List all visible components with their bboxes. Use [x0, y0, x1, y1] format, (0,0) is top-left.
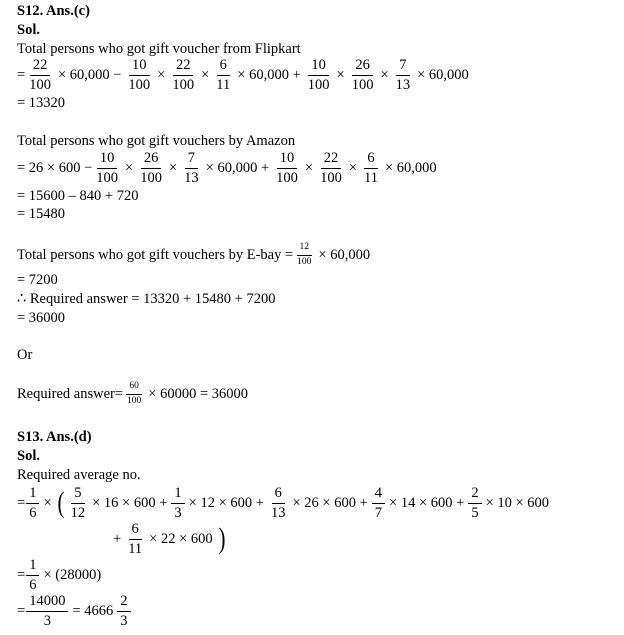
or-text: Or [17, 347, 33, 363]
fraction: $\frac{10}{100}$ [276, 150, 298, 186]
fraction: $\frac{7}{13}$ [184, 150, 199, 186]
amazon-step: = 15600 – 840 + 720 [17, 188, 139, 204]
amazon-expression: = 26 × 600 − $\frac{10}{100}$ × $\frac{26}{100}$ × $\frac{7}{13}$ × 60,000 + $\frac{10}{100}$ × $\frac{22}{100}$ × $\frac{6}{11}$ × 60,000 [17, 150, 437, 186]
fraction: $\frac{6}{11}$ [128, 521, 143, 557]
s13-sol: Sol. [17, 448, 40, 464]
fraction: $\frac{12}{100}$ [297, 242, 312, 267]
fraction: $\frac{6}{11}$ [364, 150, 378, 186]
fraction: $\frac{1}{6}$ [26, 486, 39, 520]
fraction: $\frac{10}{100}$ [307, 57, 330, 93]
fraction: $\frac{22}{100}$ [320, 150, 342, 186]
fraction: $\frac{2}{5}$ [468, 486, 481, 520]
fraction: $\frac{22}{100}$ [172, 57, 195, 93]
amazon-result: = 15480 [17, 206, 66, 222]
fraction: $\frac{60}{100}$ [127, 381, 142, 406]
amazon-label: Total persons who got gift vouchers by Amazon [17, 133, 296, 149]
alt-line: Required answer= $\frac{60}{100}$ × 60000 = 36000 [17, 381, 249, 406]
fraction: $\frac{2}{3}$ [117, 594, 130, 628]
flipkart-label: Total persons who got gift voucher from Flipkart [17, 41, 301, 57]
fraction: $\frac{4}{7}$ [372, 486, 385, 520]
fraction: $\frac{26}{100}$ [351, 57, 374, 93]
required-line: ∴ Required answer = 13320 + 15480 + 7200 [17, 291, 276, 307]
s13-heading: S13. Ans.(d) [17, 429, 92, 445]
fraction: $\frac{10}{100}$ [96, 150, 119, 186]
avg-label: Required average no. [17, 467, 141, 483]
flipkart-expression: = $\frac{22}{100}$ × 60,000 − $\frac{10}{100}$ × $\frac{22}{100}$ × $\frac{6}{11}$ × 60,000 + $\frac{10}{100}$ × $\frac{26}{100}$ × $\frac{7}{13}$ × 60,000 [17, 57, 469, 93]
fraction: $\frac{14000}{3}$ [26, 594, 68, 628]
flipkart-result: = 13320 [17, 95, 66, 111]
s12-heading: S12. Ans.(c) [17, 3, 90, 19]
average-expression-line3: = $\frac{1}{6}$ × (28000) [17, 557, 102, 593]
average-expression-line2: + $\frac{6}{11}$ × 22 × 600 ) [113, 521, 226, 557]
fraction: $\frac{22}{100}$ [29, 57, 51, 93]
ebay-result: = 7200 [17, 272, 58, 288]
average-expression-line4: = $\frac{14000}{3}$ = 4666 $\frac{2}{3}$ [17, 594, 132, 628]
required-result: = 36000 [17, 310, 66, 326]
average-expression-line1: = $\frac{1}{6}$ × ( $\frac{5}{12}$ × 16 × 600 + $\frac{1}{3}$ × 12 × 600 + $\frac{6}{13}$ × 26 × 600 + $\frac{4}{7}$ × 14 × 600 + $\frac{2}{5}$ × 10 × 600 [17, 485, 550, 521]
fraction: $\frac{1}{3}$ [171, 486, 184, 520]
fraction: $\frac{7}{13}$ [395, 57, 411, 93]
ebay-line: Total persons who got gift vouchers by E-bay = $\frac{12}{100}$ × 60,000 [17, 242, 371, 267]
fraction: $\frac{6}{11}$ [216, 57, 231, 93]
fraction: $\frac{1}{6}$ [26, 558, 39, 592]
fraction: $\frac{6}{13}$ [270, 485, 286, 521]
fraction: $\frac{26}{100}$ [140, 150, 162, 186]
fraction: $\frac{5}{12}$ [70, 485, 86, 521]
fraction: $\frac{10}{100}$ [128, 57, 151, 93]
s12-sol: Sol. [17, 22, 40, 38]
